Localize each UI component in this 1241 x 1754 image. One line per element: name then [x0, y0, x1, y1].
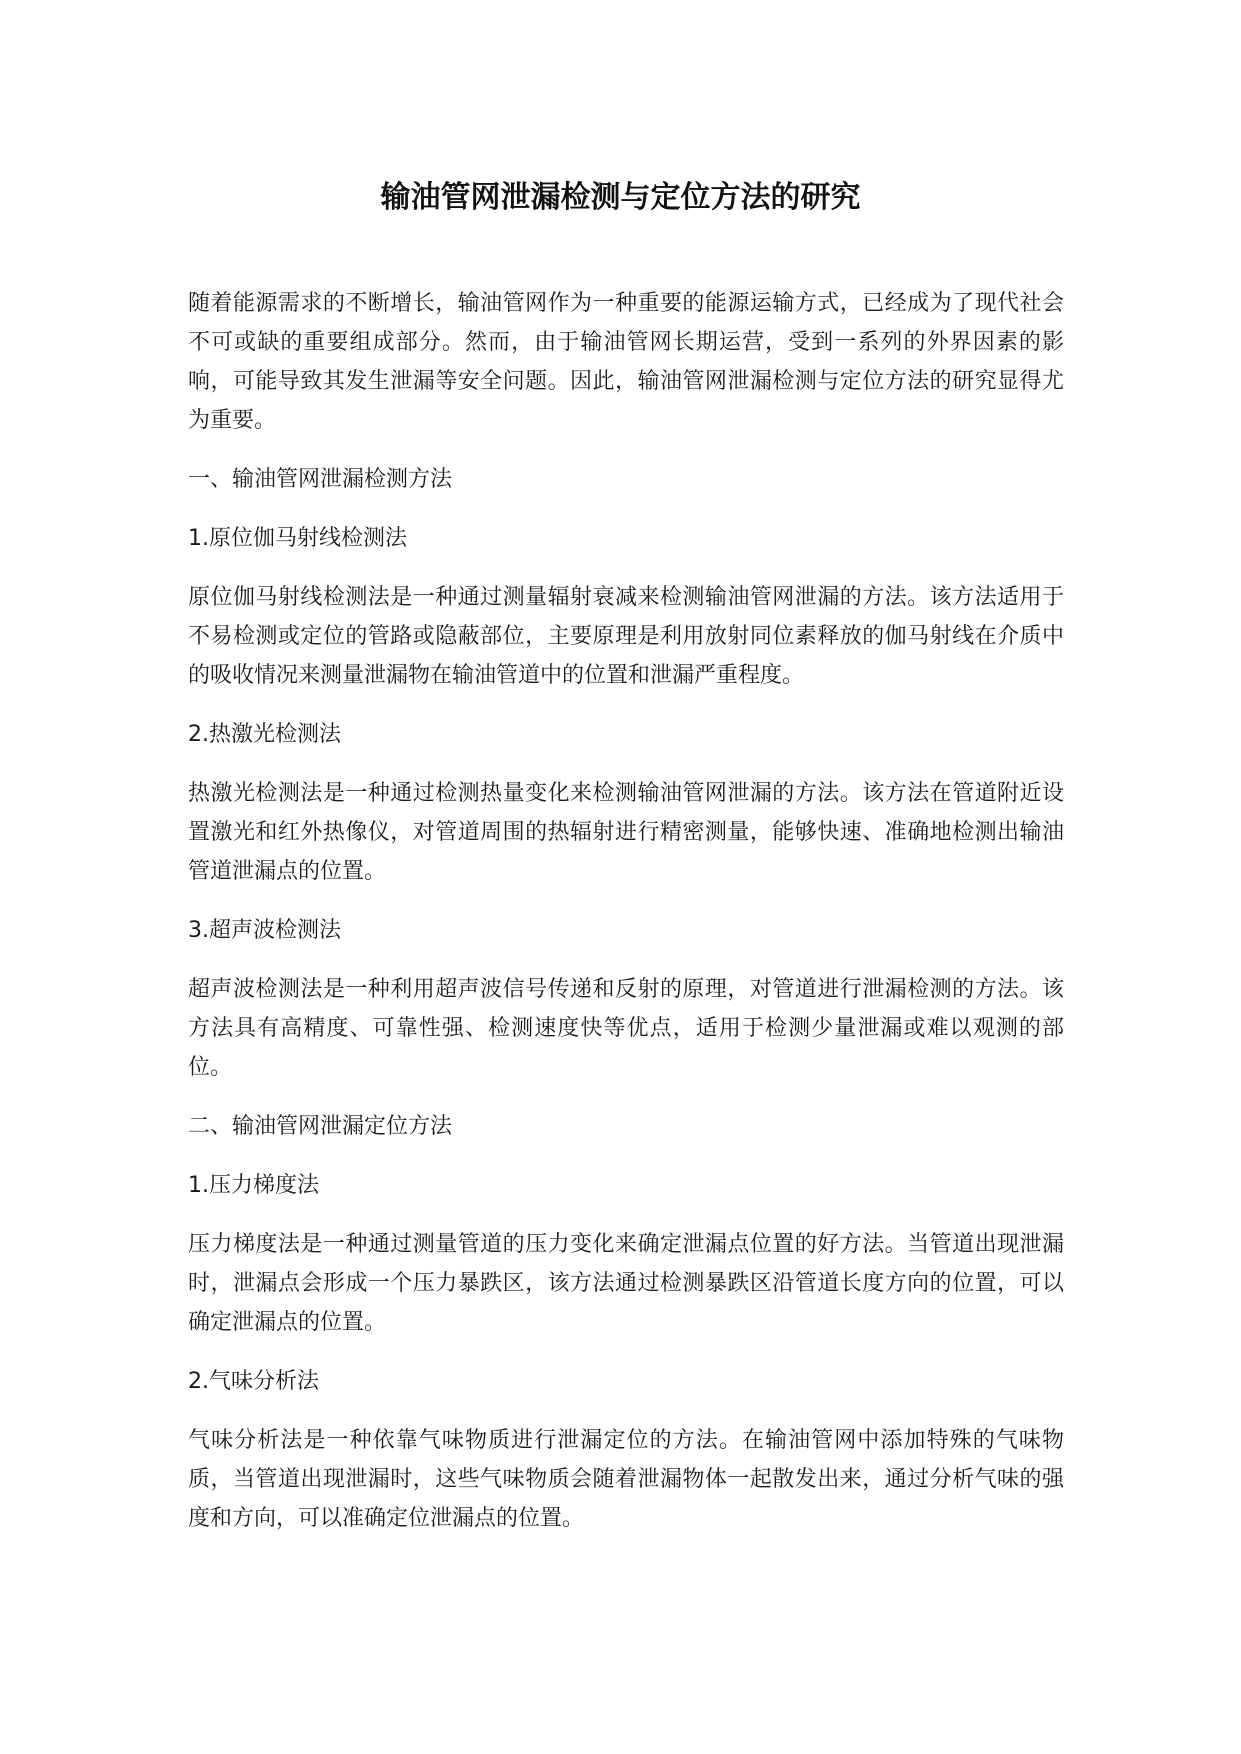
section-heading-localization: 二、输油管网泄漏定位方法 [188, 1114, 453, 1139]
paragraph-odor-analysis: 气味分析法是一种依靠气味物质进行泄漏定位的方法。在输油管网中添加特殊的气味物质，当管道出现泄漏时，这些气味物质会随着泄漏物体一起散发出来，通过分析气味的强度和方向，可以准确定位泄漏点的位置。 [188, 1428, 1064, 1531]
subheading-ultrasonic: 3.超声波检测法 [188, 918, 341, 943]
subheading-gamma-ray: 1.原位伽马射线检测法 [188, 526, 407, 551]
document-title: 输油管网泄漏检测与定位方法的研究 [380, 180, 861, 215]
intro-paragraph: 随着能源需求的不断增长，输油管网作为一种重要的能源运输方式，已经成为了现代社会不可或缺的重要组成部分。然而，由于输油管网长期运营，受到一系列的外界因素的影响，可能导致其发生泄漏等安全问题。因此，输油管网泄漏检测与定位方法的研究显得尤为重要。 [188, 291, 1064, 433]
paragraph-gamma-ray: 原位伽马射线检测法是一种通过测量辐射衰减来检测输油管网泄漏的方法。该方法适用于不易检测或定位的管路或隐蔽部位，主要原理是利用放射同位素释放的伽马射线在介质中的吸收情况来测量泄漏物在输油管道中的位置和泄漏严重程度。 [188, 585, 1064, 688]
document-body [188, 284, 1064, 1538]
section-heading-detection: 一、输油管网泄漏检测方法 [188, 467, 453, 492]
subheading-pressure-gradient: 1.压力梯度法 [188, 1173, 319, 1198]
paragraph-ultrasonic: 超声波检测法是一种利用超声波信号传递和反射的原理，对管道进行泄漏检测的方法。该方法具有高精度、可靠性强、检测速度快等优点，适用于检测少量泄漏或难以观测的部位。 [188, 977, 1064, 1080]
paragraph-pressure-gradient: 压力梯度法是一种通过测量管道的压力变化来确定泄漏点位置的好方法。当管道出现泄漏时，泄漏点会形成一个压力暴跌区，该方法通过检测暴跌区沿管道长度方向的位置，可以确定泄漏点的位置。 [188, 1232, 1064, 1335]
subheading-odor-analysis: 2.气味分析法 [188, 1369, 319, 1394]
subheading-thermal-laser: 2.热激光检测法 [188, 722, 341, 747]
paragraph-thermal-laser: 热激光检测法是一种通过检测热量变化来检测输油管网泄漏的方法。该方法在管道附近设置激光和红外热像仪，对管道周围的热辐射进行精密测量，能够快速、准确地检测出输油管道泄漏点的位置。 [188, 781, 1064, 884]
